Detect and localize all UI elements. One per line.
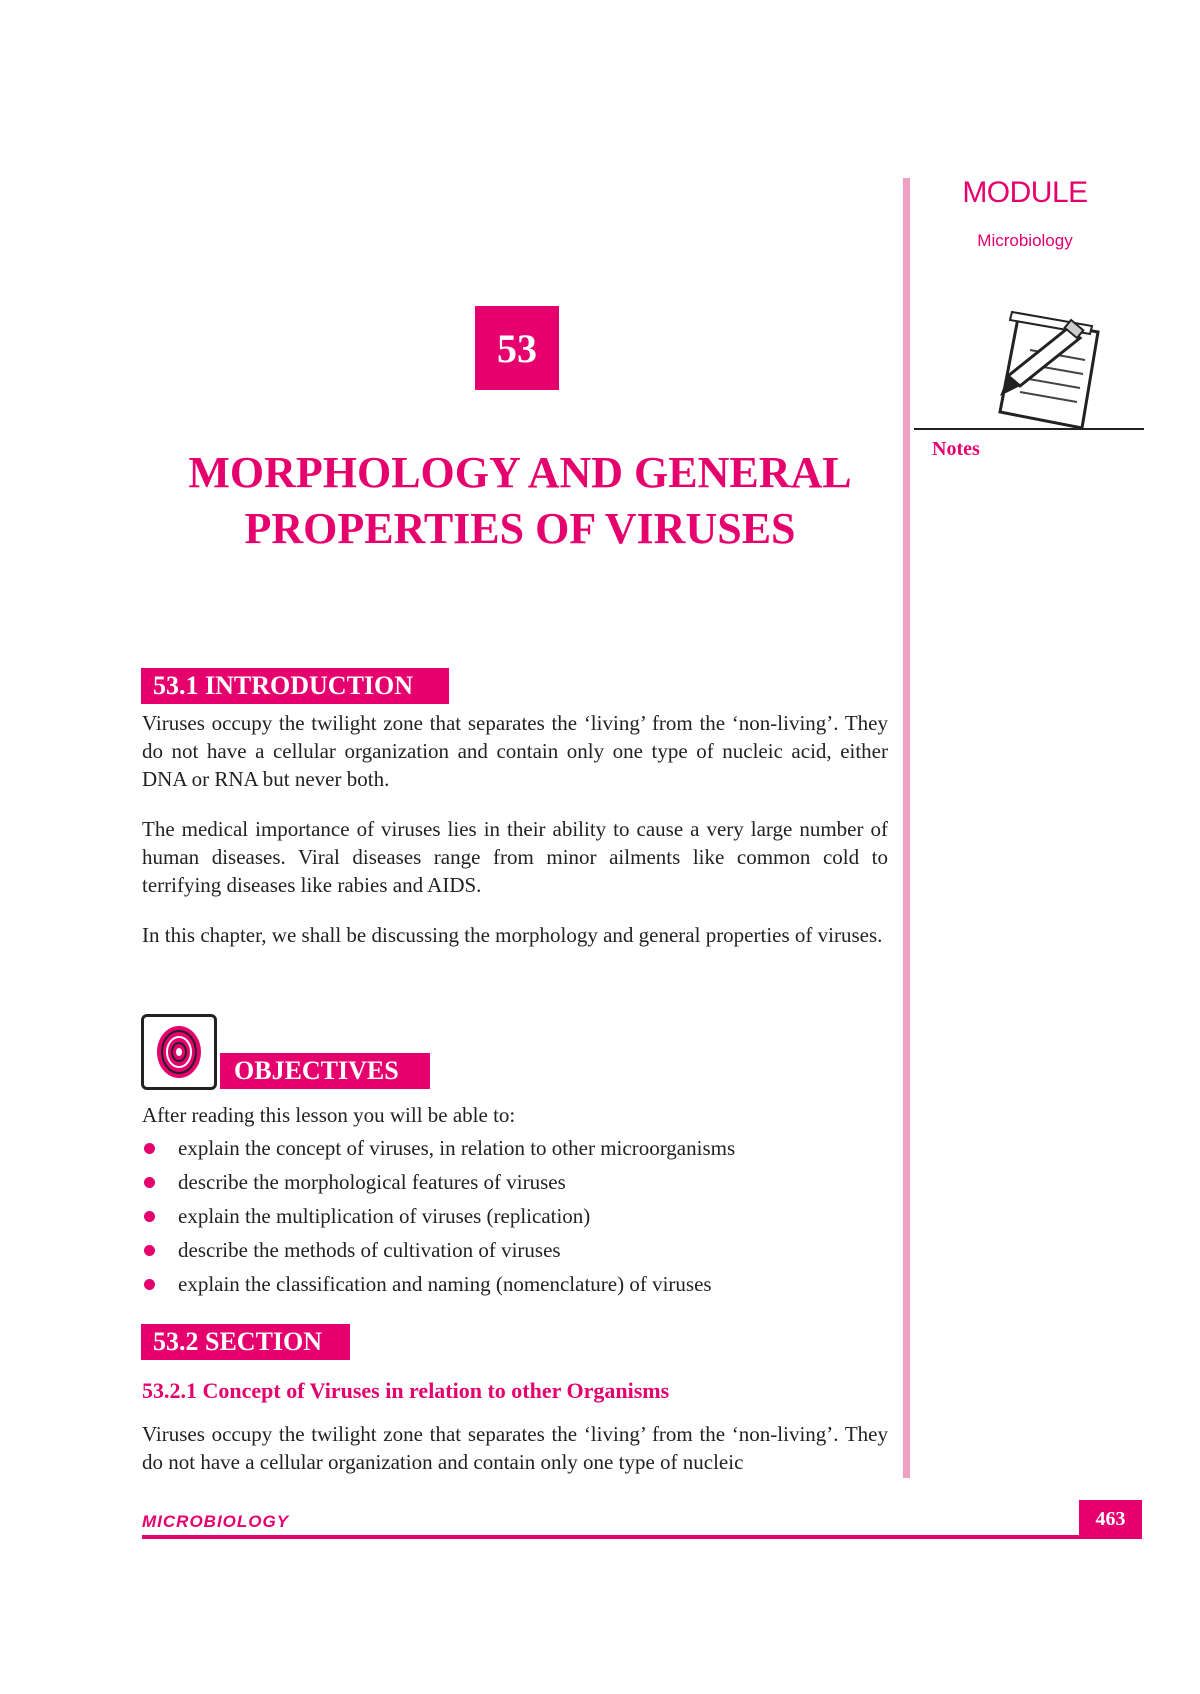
section2-subheading: 53.2.1 Concept of Viruses in relation to other Organisms: [142, 1378, 670, 1403]
bullet-dot-icon: [144, 1143, 155, 1154]
objective-text: describe the morphological features of viruses: [178, 1170, 566, 1194]
objectives-list: [142, 1131, 888, 1301]
target-icon: [141, 1014, 217, 1090]
list-item: [142, 1267, 888, 1301]
objective-text: explain the concept of viruses, in relation to other microorganisms: [178, 1136, 736, 1160]
intro-paragraph: In this chapter, we shall be discussing the morphology and general properties of viruses.: [142, 923, 883, 947]
list-item: [142, 1165, 888, 1199]
chapter-title-line2: PROPERTIES OF VIRUSES: [244, 504, 796, 553]
chapter-title-line1: MORPHOLOGY AND GENERAL: [188, 448, 852, 497]
bullet-dot-icon: [144, 1279, 155, 1290]
objective-text: describe the methods of cultivation of viruses: [178, 1238, 561, 1262]
introduction-heading: 53.1 INTRODUCTION: [141, 668, 449, 704]
intro-paragraph: The medical importance of viruses lies in their ability to cause a very large number of human diseases. Viral diseases range from minor ailments like common cold to terrifying diseases like rabies and AIDS.: [142, 817, 888, 897]
sidebar-rule: [903, 178, 910, 1478]
footer-rule: [142, 1535, 1142, 1539]
objective-text: explain the classification and naming (nomenclature) of viruses: [178, 1272, 712, 1296]
notes-label: Notes: [932, 438, 980, 460]
list-item: [142, 1199, 888, 1233]
objective-text: explain the multiplication of viruses (replication): [178, 1204, 591, 1228]
notes-rule: [914, 428, 1144, 430]
list-item: [142, 1131, 888, 1165]
page-number: 463: [1079, 1500, 1142, 1539]
objectives-heading: OBJECTIVES: [220, 1053, 430, 1089]
objectives-intro: After reading this lesson you will be able to:: [142, 1103, 516, 1127]
intro-paragraph: Viruses occupy the twilight zone that separates the ‘living’ from the ‘non-living’. They do not have a cellular organization and contain only one type of nucleic acid, either DNA or RNA but never both.: [142, 711, 888, 791]
chapter-number: 53: [475, 306, 559, 390]
section2-heading: 53.2 SECTION: [141, 1324, 350, 1360]
bullet-dot-icon: [144, 1245, 155, 1256]
module-title: MODULE: [962, 176, 1088, 209]
chapter-title: [140, 445, 900, 557]
list-item: [142, 1233, 888, 1267]
section2-paragraph: Viruses occupy the twilight zone that separates the ‘living’ from the ‘non-living’. They do not have a cellular organization and contain only one type of nucleic: [142, 1422, 888, 1474]
bullet-dot-icon: [144, 1177, 155, 1188]
bullet-dot-icon: [144, 1211, 155, 1222]
notepad-pencil-icon: [990, 300, 1110, 440]
module-subtitle: Microbiology: [977, 231, 1073, 250]
footer-label: MICROBIOLOGY: [142, 1512, 290, 1531]
